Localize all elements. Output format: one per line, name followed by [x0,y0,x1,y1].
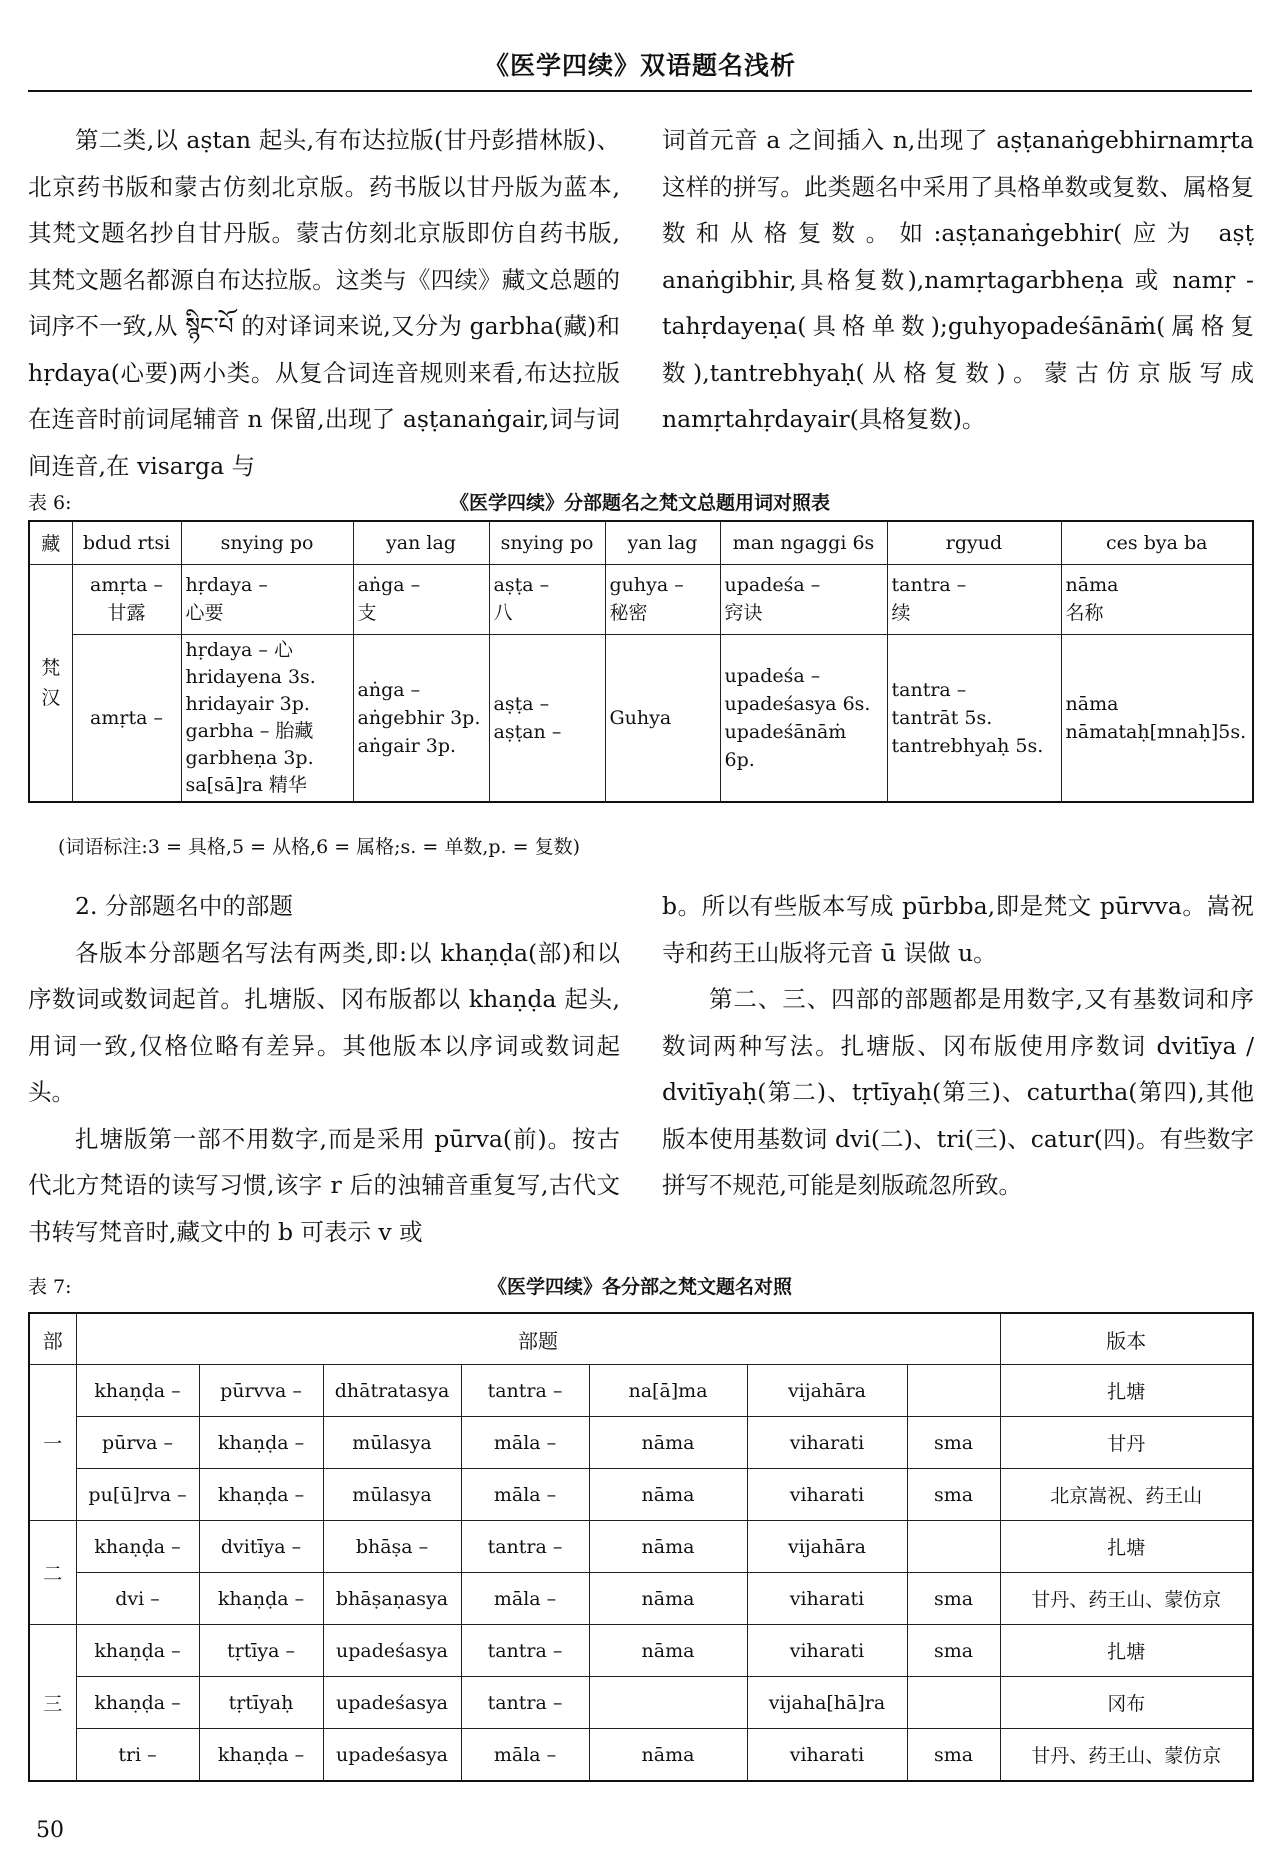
table-cell: tantra – [461,1625,589,1677]
running-head: 《医学四续》双语题名浅析 [483,51,796,80]
table-cell: tantra – [461,1677,589,1729]
table-cell: vijahāra [747,1521,907,1573]
table-cell: pūrva – [76,1417,199,1469]
table-cell [907,1677,1000,1729]
table-cell: nāma [589,1729,747,1782]
table-header-cell: rgyud [887,521,1061,564]
table-row [29,1469,1253,1521]
table-cell: na[ā]ma [589,1365,747,1417]
table-cell: nāma [589,1573,747,1625]
table-cell: tantra – 续 [887,564,1061,634]
table-row [29,1625,1253,1677]
table-cell: mūlasya [323,1417,461,1469]
table-header-cell: bdud rtsi [72,521,181,564]
table-header-cell: yan lag [605,521,720,564]
table-cell: upadeśasya [323,1729,461,1782]
table-cell [907,1365,1000,1417]
header-rule [28,90,1252,92]
body-column-left [28,117,620,489]
table-row [29,1417,1253,1469]
table-header-cell: 藏 [29,521,72,564]
table-cell: sma [907,1573,1000,1625]
table7 [28,1312,1254,1782]
table6-row [29,564,1253,634]
table-cell: 冈布 [1000,1677,1253,1729]
table-cell: tantra – [461,1365,589,1417]
table-cell: aṣṭa – 八 [489,564,605,634]
table-cell: khaṇḍa – [76,1625,199,1677]
table7-caption: 《医学四续》各分部之梵文题名对照 [487,1276,792,1298]
table-header-cell: 部题 [76,1313,1000,1365]
page-number: 50 [36,1818,64,1843]
table-cell: dvitīya – [199,1521,323,1573]
table-cell: aṅga – 支 [353,564,489,634]
table-header-cell: snying po [489,521,605,564]
part-cell: 二 [29,1521,76,1625]
paragraph: b。所以有些版本写成 pūrbba,即是梵文 pūrvva。嵩祝寺和药王山版将元音 ū 误做 u。 [662,892,1254,967]
table-cell: vijahāra [747,1365,907,1417]
table-cell: māla – [461,1469,589,1521]
table-cell [589,1677,747,1729]
paragraph: 第二、三、四部的部题都是用数字,又有基数词和序数词两种写法。扎塘版、冈布版使用序数词 dvitīya / dvitīyaḥ(第二)、tṛtīyaḥ(第三)、caturtha(第四),其他版本使用基数词 dvi(二)、tri(三)、catur(四)。有些数字拼写不规范,可能是刻版疏忽所致。 [662,985,1254,1199]
table-cell: tṛtīyaḥ [199,1677,323,1729]
table-cell: viharati [747,1417,907,1469]
table-cell: nāma [589,1625,747,1677]
table-cell: khaṇḍa – [199,1469,323,1521]
paragraph: 扎塘版第一部不用数字,而是采用 pūrva(前)。按古代北方梵语的读写习惯,该字 r 后的浊辅音重复写,古代文书转写梵音时,藏文中的 b 可表示 v 或 [28,1124,620,1246]
table-row [29,1521,1253,1573]
part-cell: 一 [29,1365,76,1521]
table-cell: pūrvva – [199,1365,323,1417]
table-header-cell: yan lag [353,521,489,564]
table-cell: khaṇḍa – [76,1365,199,1417]
table-cell: sma [907,1469,1000,1521]
table-cell: pu[ū]rva – [76,1469,199,1521]
table-cell: tantra – tantrāt 5s. tantrebhyaḥ 5s. [887,634,1061,802]
table-cell: upadeśa – 窍诀 [720,564,887,634]
table-cell: upadeśa – upadeśasya 6s. upadeśānāṁ 6p. [720,634,887,802]
paragraph: 各版本分部题名写法有两类,即:以 khaṇḍa(部)和以序数词或数词起首。扎塘版、冈布版都以 khaṇḍa 起头,用词一致,仅格位略有差异。其他版本以序词或数词起头。 [28,938,620,1106]
table-header-cell: 版本 [1000,1313,1253,1365]
table-cell: viharati [747,1729,907,1782]
table7-header-row [29,1313,1253,1365]
table-cell: sma [907,1729,1000,1782]
table-cell: māla – [461,1417,589,1469]
table-cell: tṛtīya – [199,1625,323,1677]
table6-rowhead: 梵汉 [29,564,72,802]
table-cell: aṣṭa – aṣṭan – [489,634,605,802]
table-cell: hṛdaya – 心 hridayena 3s. hridayair 3p. garbha – 胎藏 garbheṇa 3p. sa[sā]ra 精华 [181,634,353,802]
part-cell: 三 [29,1625,76,1782]
table-cell: dhātratasya [323,1365,461,1417]
table-cell: mūlasya [323,1469,461,1521]
table-header-cell: 部 [29,1313,76,1365]
body-column-left [28,883,620,1255]
table-cell: khaṇḍa – [199,1729,323,1782]
table-cell [907,1521,1000,1573]
table-cell: bhāṣa – [323,1521,461,1573]
table-cell: khaṇḍa – [76,1677,199,1729]
table-header-cell: ces bya ba [1061,521,1253,564]
table-cell: nāma [589,1469,747,1521]
table-cell: nāma nāmataḥ[mnaḥ]5s. [1061,634,1253,802]
table-cell: viharati [747,1573,907,1625]
table-cell: viharati [747,1625,907,1677]
table6 [28,520,1254,803]
table-cell: hṛdaya – 心要 [181,564,353,634]
table-cell: khaṇḍa – [199,1417,323,1469]
table-cell: tantra – [461,1521,589,1573]
table-row [29,1729,1253,1782]
table-cell: māla – [461,1573,589,1625]
table-row [29,1677,1253,1729]
paragraph: 第二类,以 aṣtan 起头,有布达拉版(甘丹彭措林版)、北京药书版和蒙古仿刻北京版。药书版以甘丹版为蓝本,其梵文题名抄自甘丹版。蒙古仿刻北京版即仿自药书版,其梵文题名都源自布达拉版。这类与《四续》藏文总题的词序不一致,从 སྙིང་པོ 的对译词来说,又分为 garbha(藏)和 hṛdaya(心要)两小类。从复合词连音规则来看,布达拉版在连音时前词尾辅音 n 保留,出现了 aṣṭanaṅgair,词与词间连音,在 visarga 与 [28,126,620,480]
table-cell: amṛta – 甘露 [72,564,181,634]
table-cell: 扎塘 [1000,1521,1253,1573]
table-cell: 甘丹、药王山、蒙仿京 [1000,1729,1253,1782]
table-cell: vijaha[hā]ra [747,1677,907,1729]
table-cell: viharati [747,1469,907,1521]
table-cell: sma [907,1417,1000,1469]
table6-row [29,634,1253,802]
body-column-right [662,117,1254,443]
table-row [29,1365,1253,1417]
table-cell: khaṇḍa – [76,1521,199,1573]
table-cell: 扎塘 [1000,1365,1253,1417]
body-column-right [662,883,1254,1209]
table-cell: māla – [461,1729,589,1782]
table-cell: upadeśasya [323,1677,461,1729]
table6-header-row [29,521,1253,564]
table-cell: guhya – 秘密 [605,564,720,634]
table-cell: nāma 名称 [1061,564,1253,634]
table-cell: aṅga – aṅgebhir 3p. aṅgair 3p. [353,634,489,802]
table-cell: amṛta – [72,634,181,802]
table6-note: (词语标注:3 = 具格,5 = 从格,6 = 属格;s. = 单数,p. = 复数) [58,836,580,858]
table-cell: nāma [589,1417,747,1469]
table-cell: 北京嵩祝、药王山 [1000,1469,1253,1521]
paragraph: 词首元音 a 之间插入 n,出现了 aṣṭanaṅgebhirnamṛta 这样的拼写。此类题名中采用了具格单数或复数、属格复数和从格复数。如:aṣṭanaṅgebhir(应为 aṣṭ anaṅgibhir,具格复数),namṛtagarbheṇa 或 namṛ - tahṛdayeṇa(具格单数);guhyopadeśānāṁ(属格复数),tantrebhyaḥ(从格复数)。蒙古仿京版写成 namṛtahṛdayair(具格复数)。 [662,126,1254,433]
table7-label: 表 7: [28,1276,72,1298]
table-cell: upadeśasya [323,1625,461,1677]
table-cell: 甘丹 [1000,1417,1253,1469]
table-cell: tri – [76,1729,199,1782]
table-header-cell: man ngaggi 6s [720,521,887,564]
table-cell: dvi – [76,1573,199,1625]
table-cell: 甘丹、药王山、蒙仿京 [1000,1573,1253,1625]
table-row [29,1573,1253,1625]
table-cell: bhāṣaṇasya [323,1573,461,1625]
table-cell: 扎塘 [1000,1625,1253,1677]
table-header-cell: snying po [181,521,353,564]
section-heading: 2. 分部题名中的部题 [75,892,293,920]
table-cell: nāma [589,1521,747,1573]
table-cell: Guhya [605,634,720,802]
table-cell: khaṇḍa – [199,1573,323,1625]
table-cell: sma [907,1625,1000,1677]
table6-caption: 《医学四续》分部题名之梵文总题用词对照表 [449,492,830,514]
table6-label: 表 6: [28,492,72,514]
